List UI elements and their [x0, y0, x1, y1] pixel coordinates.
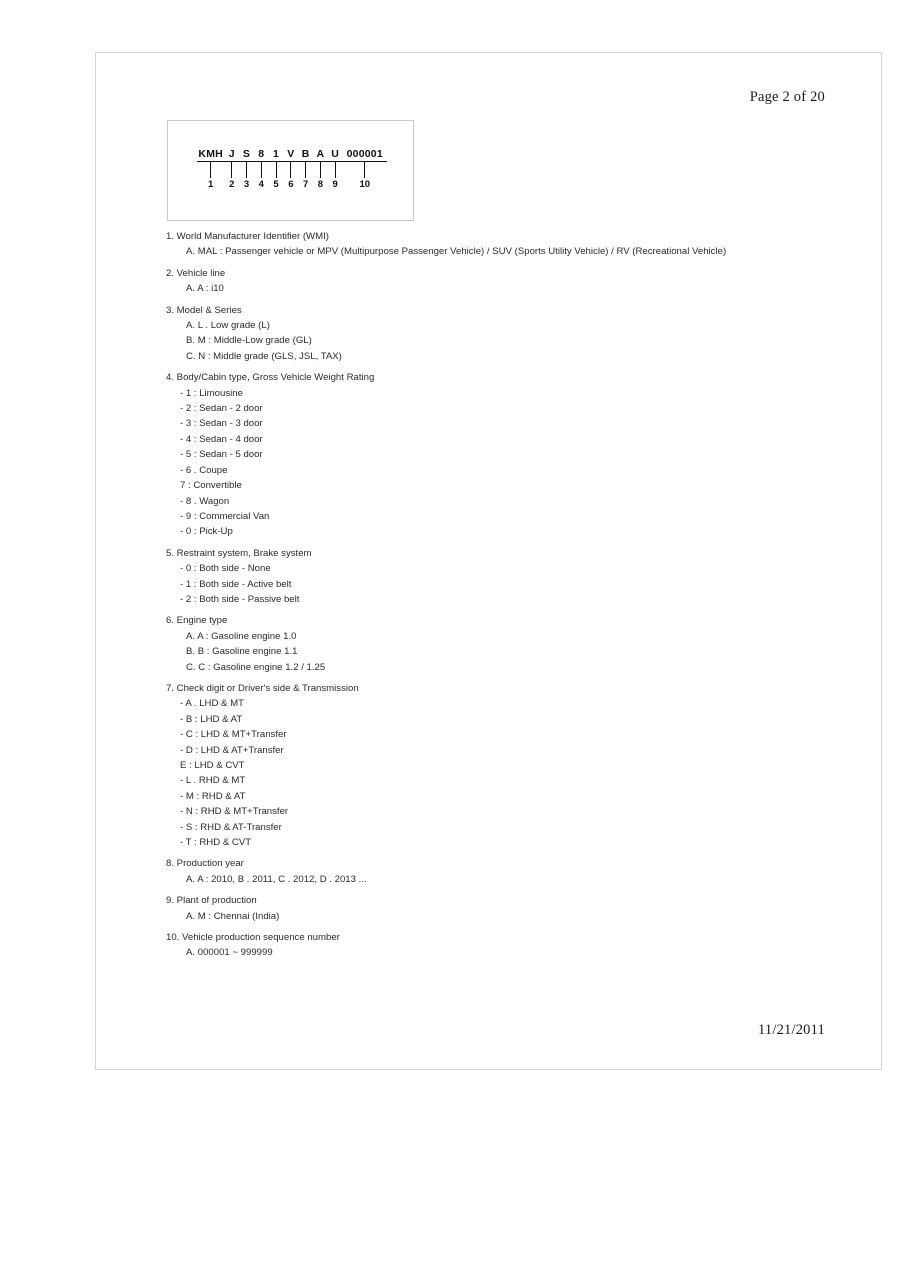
vin-segment-tick — [305, 162, 306, 178]
decode-option-item: - 9 : Commercial Van — [180, 510, 270, 522]
vin-segment-chars: 1 — [273, 148, 280, 160]
decode-option-item: - 4 : Sedan - 4 door — [180, 433, 263, 445]
decode-section-title: 9. Plant of production — [166, 895, 257, 907]
vin-segment-tick — [320, 162, 321, 178]
decode-section — [166, 229, 856, 260]
decode-section — [166, 303, 856, 365]
vin-character-row — [197, 146, 387, 162]
decode-option-list — [166, 244, 856, 259]
decode-option-item: C. N : Middle grade (GLS, JSL, TAX) — [186, 350, 342, 362]
vin-segment-chars: KMH — [198, 148, 223, 160]
vin-segment-chars: B — [301, 148, 310, 160]
decode-option-list — [166, 629, 856, 675]
decode-option-list — [166, 561, 856, 607]
vin-segment-tick — [364, 162, 365, 178]
vin-segment-index: 2 — [229, 179, 235, 190]
vin-segment-index: 4 — [258, 179, 264, 190]
vin-segment-tick — [290, 162, 291, 178]
decode-option-item: - M : RHD & AT — [180, 790, 246, 802]
decode-option-item: - A . LHD & MT — [180, 698, 244, 710]
decode-section-title: 1. World Manufacturer Identifier (WMI) — [166, 231, 329, 242]
vin-segment-chars: V — [287, 148, 295, 160]
decode-section-title: 8. Production year — [166, 858, 244, 870]
decode-section-title: 7. Check digit or Driver's side & Transmission — [166, 682, 359, 694]
decode-option-item: E : LHD & CVT — [180, 760, 245, 771]
decode-section — [166, 613, 856, 675]
decode-option-item: - 6 . Coupe — [180, 464, 228, 476]
decode-option-item: A. M : Chennai (India) — [186, 910, 280, 922]
vin-segment-chars: 000001 — [346, 148, 383, 160]
decode-option-item: - 3 : Sedan - 3 door — [180, 418, 263, 430]
decode-option-item: - 1 : Limousine — [180, 387, 243, 399]
vin-segment-index: 8 — [317, 179, 324, 190]
decode-section — [166, 266, 856, 297]
decode-option-item: A. A : 2010, B . 2011, C . 2012, D . 2013 ... — [186, 873, 367, 885]
decode-option-item: A. A : i10 — [186, 283, 224, 295]
decode-section-title: 6. Engine type — [166, 615, 228, 627]
vin-segment-index: 9 — [332, 179, 338, 190]
decode-option-item: C. C : Gasoline engine 1.2 / 1.25 — [186, 661, 326, 673]
decode-option-item: - S : RHD & AT-Transfer — [180, 821, 282, 833]
vin-segment-index: 6 — [288, 179, 294, 190]
decode-section-title: 3. Model & Series — [166, 304, 242, 316]
decode-option-item: - D : LHD & AT+Transfer — [180, 744, 284, 756]
decode-option-item: - N : RHD & MT+Transfer — [180, 806, 289, 818]
vin-diagram-inner — [197, 146, 387, 192]
decode-option-item: - 5 : Sedan - 5 door — [180, 449, 263, 461]
decode-section-title: 4. Body/Cabin type, Gross Vehicle Weight Rating — [166, 372, 375, 384]
vin-segment-tick — [335, 162, 336, 178]
decode-section-title: 10. Vehicle production sequence number — [166, 932, 340, 944]
vin-segment-index: 7 — [302, 179, 309, 190]
decode-section-title: 2. Vehicle line — [166, 267, 226, 279]
vin-segment-chars: J — [228, 148, 235, 160]
vin-segment-index: 10 — [359, 179, 371, 190]
decode-option-item: - 0 : Pick-Up — [180, 526, 233, 538]
decode-option-list — [166, 872, 856, 887]
decode-option-list — [166, 318, 856, 364]
decode-option-list — [166, 945, 856, 960]
decode-option-list — [166, 696, 856, 850]
vin-tick-row — [197, 162, 387, 179]
decode-option-item: - 2 : Both side - Passive belt — [180, 593, 300, 605]
decode-section — [166, 370, 856, 539]
vin-structure-diagram — [167, 120, 414, 221]
vin-segment-chars: S — [242, 148, 251, 160]
decode-option-item: - 1 : Both side - Active belt — [180, 578, 292, 590]
vin-decode-list — [166, 229, 856, 967]
decode-option-item: - T : RHD & CVT — [180, 837, 252, 849]
decode-option-item: A. A : Gasoline engine 1.0 — [186, 630, 297, 642]
decode-option-item: A. MAL : Passenger vehicle or MPV (Multipurpose Passenger Vehicle) / SUV (Sports Utility Vehicle) / RV (Recreational Vehicle) — [186, 246, 727, 258]
document-date-footer: 11/21/2011 — [758, 1022, 825, 1038]
decode-section — [166, 681, 856, 850]
vin-segment-tick — [276, 162, 277, 178]
decode-option-item: 7 : Convertible — [180, 480, 242, 492]
decode-option-item: - L . RHD & MT — [180, 775, 246, 787]
decode-option-item: B. B : Gasoline engine 1.1 — [186, 646, 298, 658]
vin-segment-index: 1 — [208, 179, 214, 190]
decode-option-item: B. M : Middle-Low grade (GL) — [186, 335, 312, 347]
decode-section — [166, 546, 856, 608]
vin-segment-index: 5 — [273, 179, 279, 190]
page-number-header: Page 2 of 20 — [749, 89, 825, 105]
vin-index-row — [197, 179, 387, 192]
vin-segment-chars: 8 — [258, 148, 265, 160]
decode-option-item: - 2 : Sedan - 2 door — [180, 403, 263, 415]
vin-segment-chars: U — [331, 148, 340, 160]
vin-segment-tick — [261, 162, 262, 178]
decode-option-item: - 8 . Wagon — [180, 495, 230, 507]
decode-option-item: A. L . Low grade (L) — [186, 320, 270, 332]
decode-section — [166, 893, 856, 924]
decode-option-item: - C : LHD & MT+Transfer — [180, 729, 287, 741]
vin-segment-chars: A — [316, 148, 325, 160]
decode-option-list — [166, 909, 856, 924]
decode-section — [166, 930, 856, 961]
decode-option-list — [166, 386, 856, 540]
vin-segment-tick — [246, 162, 247, 178]
vin-segment-tick — [231, 162, 232, 178]
vin-segment-tick — [210, 162, 211, 178]
decode-option-item: - B : LHD & AT — [180, 713, 243, 725]
vin-segment-index: 3 — [243, 179, 250, 190]
decode-section — [166, 856, 856, 887]
document-page — [95, 52, 882, 1070]
decode-section-title: 5. Restraint system, Brake system — [166, 547, 312, 559]
decode-option-list — [166, 281, 856, 296]
decode-option-item: - 0 : Both side - None — [180, 563, 271, 575]
decode-option-item: A. 000001 ~ 999999 — [186, 947, 273, 959]
